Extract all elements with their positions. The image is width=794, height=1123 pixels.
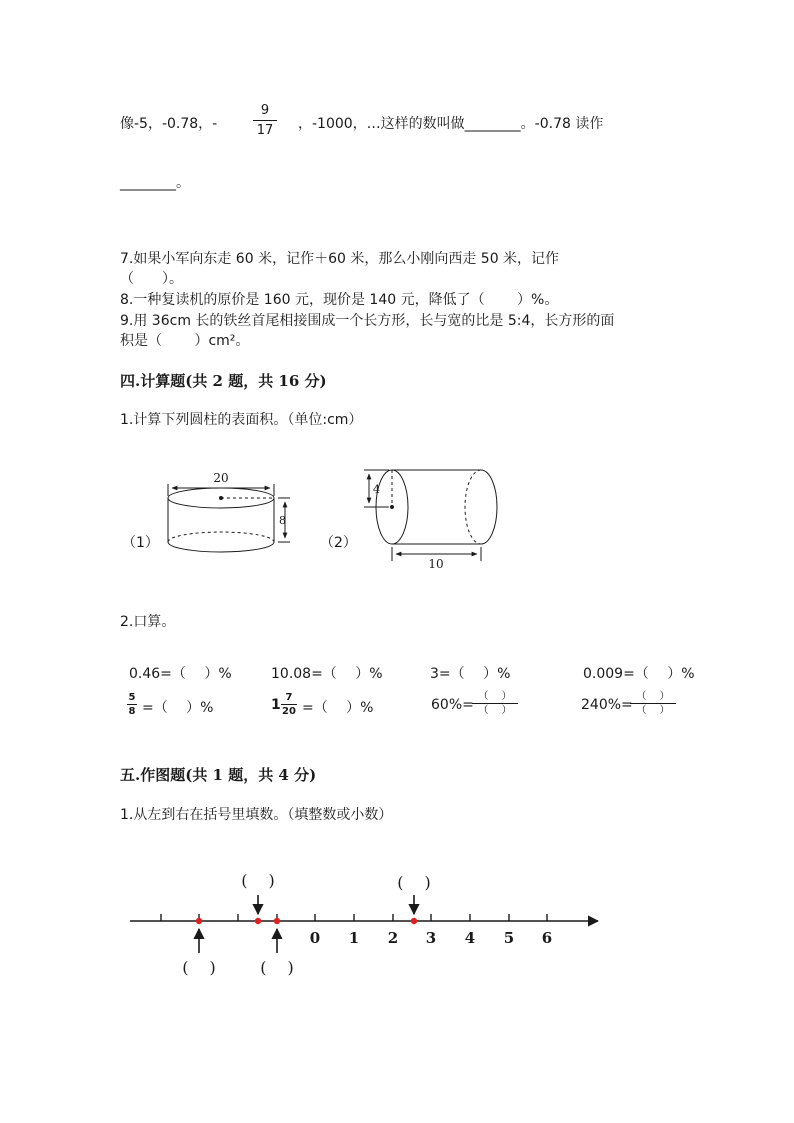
q6-fraction-denominator: 17 (256, 123, 274, 138)
section5-q1-text: 1.从左到右在括号里填数。（填整数或小数） (120, 807, 393, 823)
q9-line1: 9.用 36cm 长的铁丝首尾相接围成一个长方形，长与宽的比是 5:4，长方形的面 (120, 313, 615, 329)
blank-above-2[interactable]: ( ) (397, 873, 431, 892)
q7-line1: 7.如果小军向东走 60 米，记作＋60 米，那么小刚向西走 50 米，记作 (120, 251, 560, 267)
cylinder-1-label: （1） (122, 535, 159, 551)
calc-r2-frac1-num: 5 (128, 692, 136, 703)
calc-r2-item3-lead: 60%= (431, 697, 474, 713)
q6-fraction-numerator: 9 (260, 103, 270, 118)
q6-line2: ________。 (120, 175, 190, 191)
calc-r2-frac2 (281, 692, 297, 717)
q8-line1: 8.一种复读机的原价是 160 元，现价是 140 元，降低了（ ）%。 (120, 292, 559, 308)
cylinder-2-radius-label: 4 (373, 483, 380, 496)
tick-label: 3 (425, 929, 437, 947)
calc-r2-item4-frac (630, 691, 676, 716)
blank-below-2[interactable]: ( ) (260, 958, 294, 977)
calc-row1-item2: 10.08=（ ）% (271, 666, 383, 682)
calc-r2-frac2-num: 7 (285, 692, 293, 703)
calc-r2-item1-rest: =（ ）% (142, 700, 214, 716)
calc-row1-item3: 3=（ ）% (430, 666, 511, 682)
q6-fraction (253, 103, 277, 138)
cylinder-1-diameter-label: 20 (213, 471, 229, 485)
point-marker (196, 918, 202, 924)
blank-below-1[interactable]: ( ) (182, 958, 216, 977)
calc-row1-item4: 0.009=（ ）% (583, 666, 695, 682)
calc-r2-frac1 (127, 692, 137, 717)
section4-q1-text: 1.计算下列圆柱的表面积。（单位:cm） (120, 412, 363, 428)
tick-label: 2 (387, 929, 399, 947)
q6-line1-part-b: ，-1000，…这样的数叫做________。-0.78 读作 (298, 116, 604, 132)
cylinder-1 (168, 484, 290, 552)
section4-title: 四.计算题(共 2 题，共 16 分) (120, 372, 327, 390)
calc-r2-item3-num: （ ） (478, 691, 512, 702)
section5-title: 五.作图题(共 1 题，共 4 分) (120, 766, 317, 784)
calc-r2-item2-whole: 1 (271, 697, 281, 713)
q7-line2: （ ）。 (120, 271, 183, 287)
tick-label: 1 (348, 929, 360, 947)
cylinder-2-label: （2） (320, 535, 357, 551)
calc-r2-item3-den: （ ） (478, 705, 512, 716)
calc-r2-item4-num: （ ） (636, 691, 670, 702)
blank-above-1[interactable]: ( ) (241, 871, 275, 890)
calc-r2-frac1-den: 8 (128, 706, 136, 717)
cylinder-1-height-label: 8 (279, 514, 286, 527)
number-line-ticks (161, 914, 547, 921)
q9-line2: 积是（ ）cm²。 (120, 333, 250, 349)
section4-q2-text: 2.口算。 (120, 614, 176, 630)
cylinder-2 (364, 470, 497, 561)
calc-row1-item1: 0.46=（ ）% (129, 666, 232, 682)
calc-r2-item4-lead: 240%= (581, 697, 633, 713)
point-marker (255, 918, 261, 924)
point-marker (274, 918, 280, 924)
calc-r2-frac2-den: 20 (282, 706, 296, 717)
calc-r2-item3-frac (472, 691, 518, 716)
tick-label: 4 (464, 929, 476, 947)
point-marker (411, 918, 417, 924)
tick-label: 5 (503, 929, 515, 947)
tick-label: 6 (541, 929, 553, 947)
q6-line1-part-a: 像-5，-0.78，- (120, 116, 218, 132)
cylinder-figures (0, 455, 794, 595)
tick-label: 0 (309, 929, 321, 947)
cylinder-2-length-label: 10 (428, 557, 444, 571)
number-line-figure (0, 865, 794, 985)
calc-r2-item2-rest: =（ ）% (302, 700, 374, 716)
calc-r2-item4-den: （ ） (636, 705, 670, 716)
